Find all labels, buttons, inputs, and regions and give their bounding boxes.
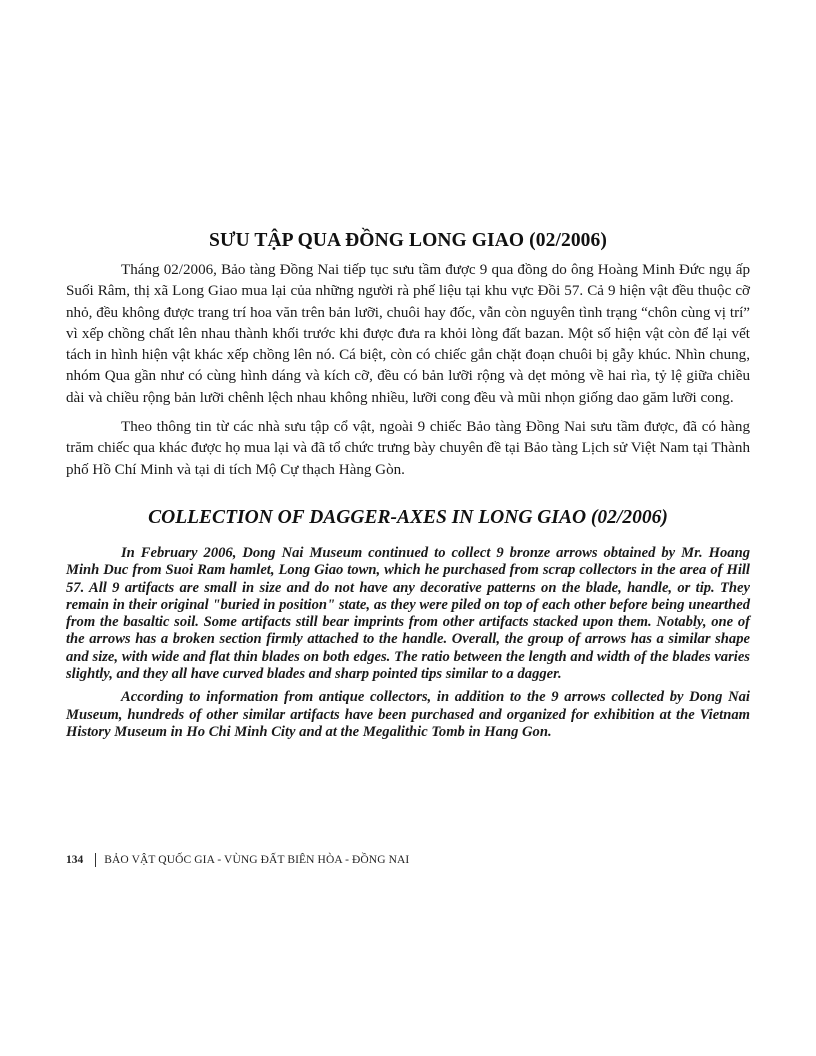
vietnamese-title: SƯU TẬP QUA ĐỒNG LONG GIAO (02/2006)	[209, 230, 607, 251]
page-footer	[66, 853, 409, 867]
footer-divider	[95, 853, 96, 867]
page-content	[66, 230, 750, 747]
vietnamese-paragraph-2: Theo thông tin từ các nhà sưu tập cổ vật, ngoài 9 chiếc Bảo tàng Đồng Nai sưu tầm được, đã có hàng trăm chiếc qua khác được họ mua lại và đã tổ chức trưng bày chuyên đề tại Bảo tàng Lịch sử Việt Nam tại Thành phố Hồ Chí Minh và tại di tích Mộ Cự thạch Hàng Gòn.	[66, 419, 750, 478]
english-paragraph-1: In February 2006, Dong Nai Museum continued to collect 9 bronze arrows obtained by Mr. Hoang Minh Duc from Suoi Ram hamlet, Long Giao town, which he purchased from scrap collectors in the area of Hill 57. All 9 artifacts are small in size and do not have any decorative patterns on the blade, handle, or tip. They remain in their original "buried in position" state, as they were piled on top of each other before being unearthed from the basaltic soil. Some artifacts still bear imprints from other artifacts stacked upon them. Notably, one of the arrows has a broken section firmly attached to the handle. Overall, the group of arrows has a similar shape and size, with wide and flat thin blades on both edges. The ratio between the length and width of the blades varies slightly, and they all have curved blades and sharp pointed tips similar to a dagger.	[66, 544, 750, 683]
running-title: BẢO VẬT QUỐC GIA - VÙNG ĐẤT BIÊN HÒA - ĐỒNG NAI	[104, 854, 410, 866]
english-paragraph-2: According to information from antique collectors, in addition to the 9 arrows collected by Dong Nai Museum, hundreds of other similar artifacts have been purchased and organized for exhibition at the Vietnam History Museum in Ho Chi Minh City and at the Megalithic Tomb in Hang Gon.	[66, 689, 750, 740]
english-title: COLLECTION OF DAGGER-AXES IN LONG GIAO (02/2006)	[148, 506, 668, 528]
page-number: 134	[66, 854, 84, 866]
vietnamese-paragraph-1: Tháng 02/2006, Bảo tàng Đồng Nai tiếp tục sưu tầm được 9 qua đồng do ông Hoàng Minh Đức ngụ ấp Suối Râm, thị xã Long Giao mua lại của những người rà phế liệu tại khu vực Đồi 57. Cả 9 hiện vật đều thuộc cỡ nhỏ, đều không được trang trí hoa văn trên bản lưỡi, chuôi hay đốc, vẫn còn nguyên tình trạng “chôn cùng vị trí” vì xếp chồng chất lên nhau thành khối trước khi được đưa ra khỏi lòng đất bazan. Một số hiện vật còn để lại vết tách in hình hiện vật khác xếp chồng lên nó. Cá biệt, còn có chiếc gắn chặt đoạn chuôi bị gẫy khúc. Nhìn chung, nhóm Qua gần như có cùng hình dáng và kích cỡ, đều có bản lưỡi rộng và dẹt mỏng về hai rìa, tỷ lệ giữa chiều dài và chiều rộng bản lưỡi chênh lệch nhau không nhiều, lưỡi cong đều và mũi nhọn giống dao găm lưỡi cong.	[66, 262, 750, 406]
